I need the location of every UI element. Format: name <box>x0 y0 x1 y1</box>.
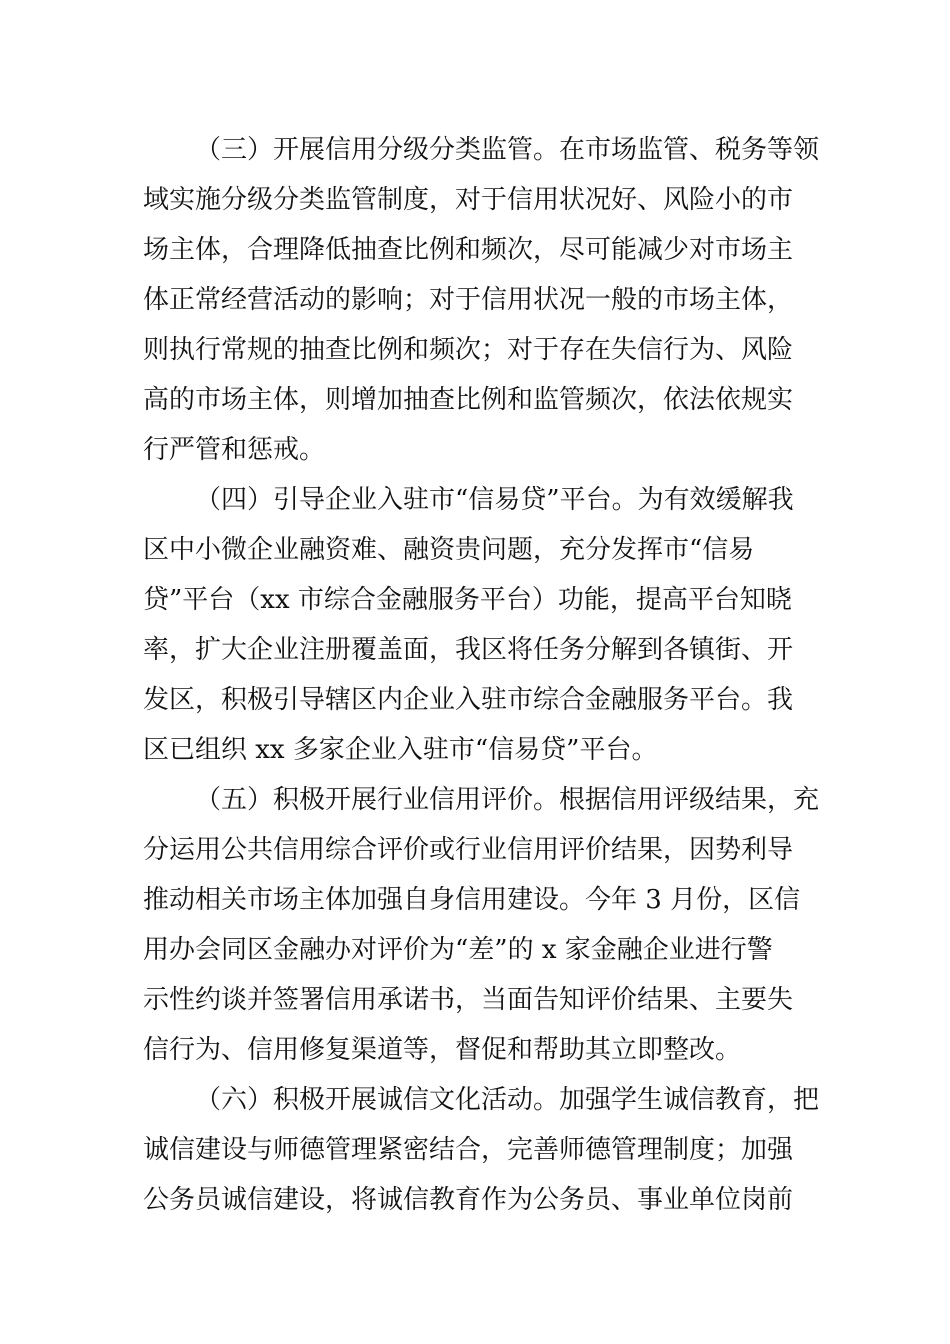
paragraph-5-line-5: 示性约谈并签署信用承诺书，当面告知评价结果、主要失 <box>143 985 794 1015</box>
paragraph-3-line-4: 体正常经营活动的影响；对于信用状况一般的市场主体， <box>143 285 794 315</box>
paragraph-4-line-5: 发区，积极引导辖区内企业入驻市综合金融服务平台。我 <box>143 685 794 715</box>
paragraph-4-line-6: 区已组织 xx 多家企业入驻市“信易贷”平台。 <box>143 735 658 765</box>
paragraph-6-line-3: 公务员诚信建设，将诚信教育作为公务员、事业单位岗前 <box>143 1185 794 1215</box>
paragraph-5-line-6: 信行为、信用修复渠道等，督促和帮助其立即整改。 <box>143 1035 742 1065</box>
paragraph-3-line-5: 则执行常规的抽查比例和频次；对于存在失信行为、风险 <box>143 335 794 365</box>
paragraph-5-line-4: 用办会同区金融办对评价为“差”的 x 家金融企业进行警 <box>143 935 773 965</box>
paragraph-4-line-2: 区中小微企业融资难、融资贵问题，充分发挥市“信易 <box>143 535 755 565</box>
paragraph-3-line-1: （三）开展信用分级分类监管。在市场监管、税务等领 <box>195 135 820 165</box>
paragraph-6-line-1: （六）积极开展诚信文化活动。加强学生诚信教育，把 <box>195 1085 820 1115</box>
paragraph-4-line-3: 贷”平台（xx 市综合金融服务平台）功能，提高平台知晓 <box>143 585 792 615</box>
paragraph-3-line-3: 场主体，合理降低抽查比例和频次，尽可能减少对市场主 <box>143 235 794 265</box>
paragraph-3-line-6: 高的市场主体，则增加抽查比例和监管频次，依法依规实 <box>143 385 794 415</box>
paragraph-3-line-2: 域实施分级分类监管制度，对于信用状况好、风险小的市 <box>143 185 794 215</box>
paragraph-5-line-2: 分运用公共信用综合评价或行业信用评价结果，因势利导 <box>143 835 794 865</box>
paragraph-4-line-4: 率，扩大企业注册覆盖面，我区将任务分解到各镇街、开 <box>143 635 794 665</box>
paragraph-4-line-1: （四）引导企业入驻市“信易贷”平台。为有效缓解我 <box>195 485 794 515</box>
paragraph-3-line-7: 行严管和惩戒。 <box>143 435 326 465</box>
paragraph-5-line-1: （五）积极开展行业信用评价。根据信用评级结果，充 <box>195 785 820 815</box>
paragraph-5-line-3: 推动相关市场主体加强自身信用建设。今年 3 月份，区信 <box>143 885 801 915</box>
paragraph-6-line-2: 诚信建设与师德管理紧密结合，完善师德管理制度；加强 <box>143 1135 794 1165</box>
